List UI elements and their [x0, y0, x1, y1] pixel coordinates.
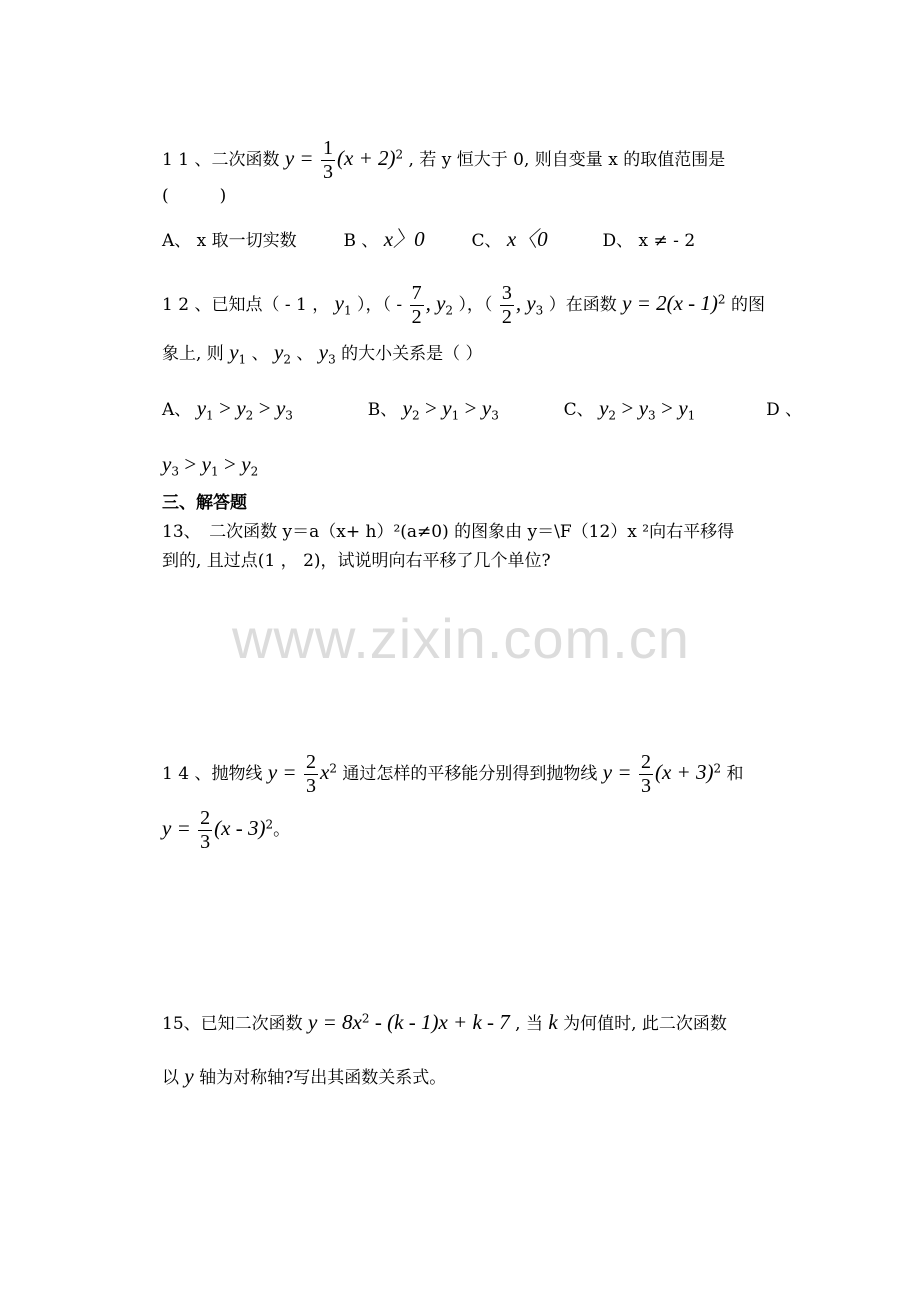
q12-line2-d: 的大小关系是（ ）	[341, 344, 483, 364]
q14-frac-den: 3	[640, 775, 651, 797]
q12-line2-a: 象上, 则	[162, 344, 224, 364]
q12-var-y: y	[275, 396, 286, 420]
q14-eq1: y =	[267, 760, 297, 784]
q11-frac-num: 1	[323, 137, 334, 159]
q12-var-y: y	[638, 396, 649, 420]
q11-eq-rest: (x + 2)	[337, 146, 396, 170]
q12-gt: >	[621, 396, 634, 420]
q12-var-y: y	[201, 452, 211, 476]
q15-y: y	[184, 1064, 194, 1088]
q12-opt-a: A、	[162, 400, 192, 420]
q12-sub: 3	[171, 464, 179, 479]
q12-var-y: y	[402, 396, 412, 420]
q11-opt-a: A、 x 取一切实数	[162, 231, 297, 251]
q12-sub: 1	[206, 408, 214, 423]
q12-opt-c: C、	[563, 400, 594, 420]
q12-var-y: y	[318, 340, 329, 364]
q14-frac	[639, 752, 653, 797]
q11-opt-b-label: B 、	[343, 231, 379, 251]
q12-line1	[162, 283, 765, 328]
q12-var-y: y	[678, 396, 688, 420]
q12-var-y: y	[196, 396, 207, 420]
q12-line2-c: 、	[296, 344, 314, 364]
watermark: www.zixin.com.cn	[232, 607, 690, 670]
q14-exp: 2	[329, 761, 337, 776]
q14-frac-den: 3	[200, 831, 211, 853]
q12-line2-b: 、	[251, 344, 269, 364]
q12-options	[162, 398, 802, 421]
q14-frac	[304, 752, 318, 797]
q12-sub: 2	[411, 408, 420, 423]
q12-var-y: y	[162, 452, 172, 476]
q11-text: , 若 y 恒大于 0, 则自变量 x 的取值范围是	[408, 150, 726, 170]
q12-p1-y: y	[334, 291, 344, 315]
q11-line1	[162, 138, 725, 183]
q12-opt-b: B、	[367, 400, 398, 420]
q11-opt-d: D、 x ≠ - 2	[602, 231, 696, 251]
q12-var-y: y	[442, 396, 452, 420]
q15-line2	[162, 1066, 446, 1087]
q15-mid: , 当	[515, 1014, 543, 1034]
q12-sub: 3	[491, 408, 499, 423]
q12-p2-sub: 2	[445, 303, 454, 318]
q14-frac-num: 2	[200, 807, 211, 829]
q11-blank: ( )	[162, 186, 227, 206]
q15-line2-a: 以	[162, 1068, 179, 1088]
q12-var-y: y	[599, 396, 609, 420]
q12-var-y: y	[236, 396, 246, 420]
q12-var-y: y	[274, 340, 284, 364]
q12-line2	[162, 342, 483, 365]
q12-gt: >	[184, 452, 197, 476]
q13-line1: 13、 二次函数 y＝a（x+ h）²(a≠0) 的图象由 y＝\F（12）x ²向右平移得	[162, 522, 735, 542]
q12-opt-d: D 、	[766, 400, 803, 420]
q15-func-a: y = 8x	[308, 1010, 362, 1034]
q12-sub: 3	[648, 408, 656, 423]
q15-k: k	[548, 1010, 558, 1034]
q15-func-b: - (k - 1)x + k - 7	[374, 1010, 510, 1034]
q12-gt: >	[661, 396, 673, 420]
q14-frac-num: 2	[306, 751, 317, 773]
q12-sub: 1	[451, 408, 460, 423]
q15-prefix: 15、已知二次函数	[162, 1014, 303, 1034]
q11-frac-den: 3	[323, 161, 334, 183]
q15-tail: 为何值时, 此二次函数	[563, 1014, 727, 1034]
q15-line2-b: 轴为对称轴?写出其函数关系式。	[199, 1068, 447, 1088]
q14-exp: 2	[265, 817, 274, 832]
q12-sub: 2	[245, 408, 254, 423]
q14-mid: 通过怎样的平移能分别得到抛物线	[342, 764, 598, 784]
q14-x: x	[320, 760, 330, 784]
q12-frac1-den: 2	[411, 306, 422, 328]
q11-opt-c-label: C、	[471, 231, 502, 251]
q14-exp: 2	[713, 761, 722, 776]
q12-sep2: ），（	[458, 295, 493, 315]
q12-func: y = 2(x - 1)	[622, 291, 718, 315]
q12-var-y: y	[241, 452, 251, 476]
q12-gt: >	[258, 396, 271, 420]
q12-gt: >	[219, 396, 231, 420]
q13-line2: 到的, 且过点(1 ， 2)，试说明向右平移了几个单位?	[162, 551, 551, 571]
q12-frac2-num: 3	[501, 282, 512, 304]
q12-sub: 3	[285, 408, 293, 423]
q12-prefix: 1 2 、已知点（ - 1 ，	[162, 295, 330, 315]
q12-var-y: y	[481, 396, 492, 420]
q12-tail: 的图	[730, 295, 765, 315]
q12-sub: 2	[283, 352, 291, 367]
q14-and: 和	[726, 764, 744, 784]
q11-eq-lhs: y =	[284, 146, 314, 170]
q14-eq2-rest: (x + 3)	[654, 760, 714, 784]
section-heading: 三、解答题	[162, 493, 247, 513]
q15-line1	[162, 1012, 727, 1033]
q12-p3-y: , y	[515, 291, 536, 315]
q12-sub: 2	[608, 408, 617, 423]
q14-line1	[162, 752, 743, 797]
q12-sub: 1	[687, 408, 696, 423]
q12-frac1-num: 7	[411, 282, 422, 304]
q15-exp: 2	[361, 1011, 370, 1026]
q12-p2-y: , y	[425, 291, 446, 315]
q12-sub: 1	[238, 352, 247, 367]
q11-opt-c-math: x〈0	[506, 227, 548, 251]
q12-text-mid: ）在函数	[548, 295, 617, 315]
q14-prefix: 1 4 、抛物线	[162, 764, 263, 784]
q14-line2	[162, 808, 290, 853]
q11-options	[162, 229, 695, 250]
q12-gt: >	[425, 396, 437, 420]
q12-frac2-den: 2	[501, 306, 512, 328]
q14-frac	[198, 808, 212, 853]
q14-eq3-rest: (x - 3)	[214, 816, 266, 840]
q14-frac-num: 2	[640, 751, 651, 773]
q12-sub: 1	[210, 464, 219, 479]
q12-opt-d-answer	[162, 454, 258, 477]
q11-exp: 2	[395, 147, 404, 162]
q14-eq3-lhs: y =	[162, 816, 191, 840]
q11-opt-b-math: x〉0	[383, 227, 425, 251]
q14-end: 。	[273, 820, 291, 840]
q12-frac1	[410, 283, 424, 328]
q12-var-y: y	[229, 340, 239, 364]
q12-p3-sub: 3	[535, 303, 544, 318]
q12-frac2	[500, 283, 514, 328]
q12-sep1: ），（ -	[357, 295, 403, 315]
q12-gt: >	[224, 452, 236, 476]
q11-prefix: 1 1 、二次函数	[162, 150, 280, 170]
q14-eq2-lhs: y =	[602, 760, 632, 784]
q12-func-exp: 2	[717, 292, 726, 307]
q12-sub: 3	[328, 352, 336, 367]
q12-gt: >	[464, 396, 477, 420]
q12-p1-sub: 1	[343, 303, 352, 318]
q11-fraction	[321, 138, 335, 183]
q14-frac-den: 3	[306, 775, 317, 797]
q12-sub: 2	[250, 464, 259, 479]
